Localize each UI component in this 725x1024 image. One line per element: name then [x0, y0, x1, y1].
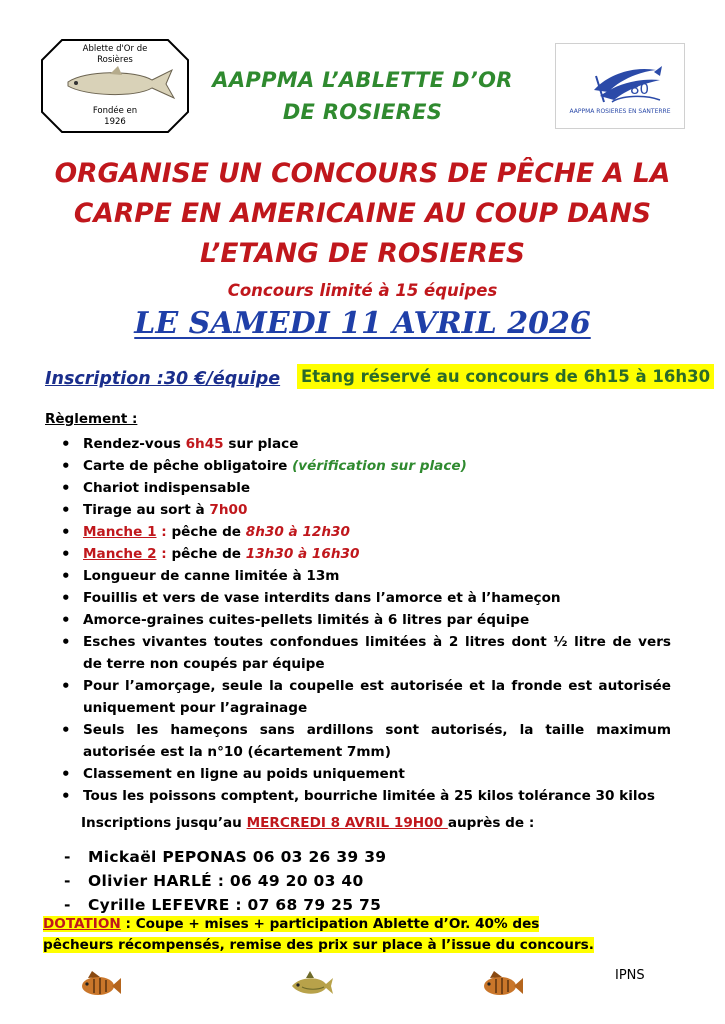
prizes-section: DOTATION : Coupe + mises + participation Ablette d’Or. 40% des pêcheurs récompensés, remise des prix sur place à l’issue du concours. [43, 916, 594, 953]
registration-deadline: Inscriptions jusqu’au MERCREDI 8 AVRIL 19H00 auprès de : [81, 815, 535, 831]
rules-list [61, 433, 671, 807]
list-item: • Classement en ligne au poids uniquement [61, 763, 671, 785]
list-item: • Amorce-graines cuites-pellets limités à 6 litres par équipe [61, 609, 671, 631]
perch-fish-icon [78, 968, 122, 1002]
contact-item: - Cyrille LEFEVRE : 07 68 79 25 75 [62, 893, 386, 917]
pike-fish-icon [290, 968, 334, 1002]
pond-reserved-notice: Etang réservé au concours de 6h15 à 16h30 [297, 364, 714, 389]
federation-caption: AAPPMA ROSIERES EN SANTERRE [569, 108, 671, 115]
list-item: • Tous les poissons comptent, bourriche limitée à 25 kilos tolérance 30 kilos [61, 785, 671, 807]
rules-heading: Règlement : [45, 411, 138, 427]
list-item: • Chariot indispensable [61, 477, 671, 499]
list-item: • Carte de pêche obligatoire (vérification sur place) [61, 455, 671, 477]
list-item: • Seuls les hameçons sans ardillons sont autorisés, la taille maximum autorisée est la n°10 (écartement 7mm) [61, 719, 671, 763]
list-item: • Fouillis et vers de vase interdits dans l’amorce et à l’hameçon [61, 587, 671, 609]
list-item: • Tirage au sort à 7h00 [61, 499, 671, 521]
inscription-fee: Inscription :30 €/équipe [45, 369, 281, 389]
list-item: • Esches vivantes toutes confondues limitées à 2 litres dont ½ litre de vers de terre non coupés par équipe [61, 631, 671, 675]
contact-item: - Mickaël PEPONAS 06 03 26 39 39 [62, 845, 386, 869]
header-line2: DE ROSIERES [282, 100, 443, 124]
perch-fish-icon [480, 968, 524, 1002]
event-date: LE SAMEDI 11 AVRIL 2026 [134, 306, 591, 341]
club-logo-bottom-text: Fondée en 1926 [92, 106, 138, 127]
club-logo-top-text: Ablette d'Or de Rosières [82, 44, 148, 65]
list-item: • Pour l’amorçage, seule la coupelle est autorisée et la fronde est autorisée uniquement pour l’agrainage [61, 675, 671, 719]
title-subtitle: Concours limité à 15 équipes [227, 281, 498, 300]
title-line1: ORGANISE UN CONCOURS DE PÊCHE A LA [54, 158, 671, 189]
ipns-label: IPNS [615, 968, 645, 983]
federation-number: 80 [630, 80, 650, 98]
federation-logo [555, 43, 685, 129]
federation-fish-icon [556, 44, 684, 128]
header-line1: AAPPMA L’ABLETTE D’OR [212, 68, 513, 92]
title-line3: L’ETANG DE ROSIERES [199, 238, 526, 269]
list-item: • Manche 2 : pêche de 13h30 à 16h30 [61, 543, 671, 565]
contact-item: - Olivier HARLÉ : 06 49 20 03 40 [62, 869, 386, 893]
list-item: • Rendez-vous 6h45 sur place [61, 433, 671, 455]
title-line2: CARPE EN AMERICAINE AU COUP DANS [73, 198, 652, 229]
list-item: • Manche 1 : pêche de 8h30 à 12h30 [61, 521, 671, 543]
contacts-list [62, 845, 386, 917]
list-item: • Longueur de canne limitée à 13m [61, 565, 671, 587]
